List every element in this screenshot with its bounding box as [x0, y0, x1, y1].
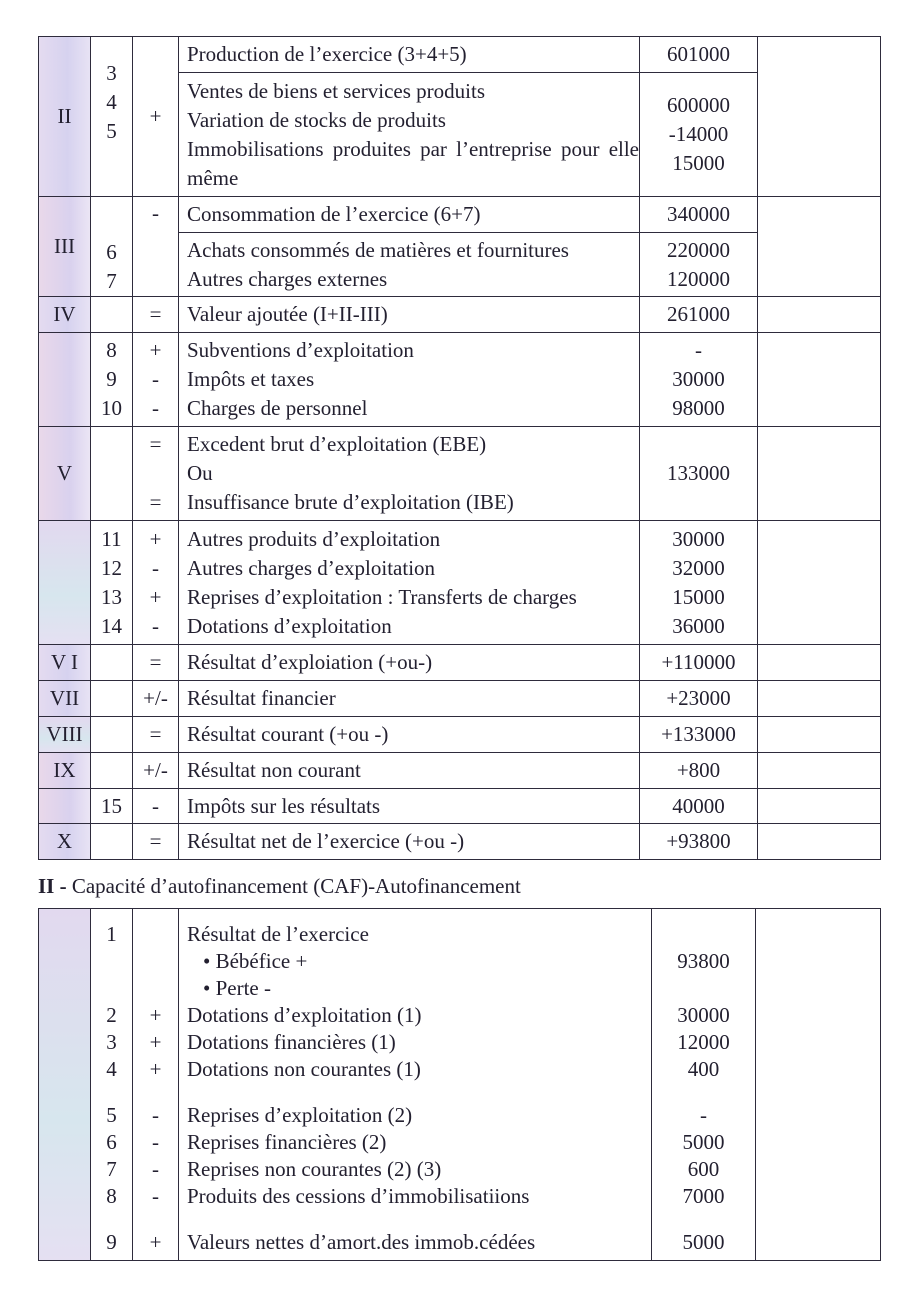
- label-cell: Résultat courant (+ou -): [179, 717, 640, 753]
- label-cell: Consommation de l’exercice (6+7): [179, 197, 640, 233]
- roman-cell: V I: [39, 645, 91, 681]
- sign-cell: -: [133, 789, 179, 824]
- table-row: [39, 427, 881, 521]
- sign-cell: = =: [133, 427, 179, 521]
- value-cell: 220000 120000: [640, 233, 758, 297]
- section-title-text: Capacité d’autofinancement (CAF)-Autofinancement: [71, 874, 521, 898]
- label-cell: Résultat non courant: [179, 753, 640, 789]
- num-cell: [91, 717, 133, 753]
- roman-cell: [39, 789, 91, 824]
- roman-cell: X: [39, 824, 91, 860]
- num-cell: 3 4 5: [91, 37, 133, 197]
- section-heading: [38, 874, 521, 899]
- label-cell: Autres produits d’exploitation Autres charges d’exploitation Reprises d’exploitation : Transferts de charges Dotations d’exploitation: [179, 521, 640, 645]
- table-row: [39, 909, 881, 1261]
- blank-cell: [758, 824, 881, 860]
- label-cell: Ventes de biens et services produits Variation de stocks de produits Immobilisations produites par l’entreprise pour elle même: [179, 73, 640, 197]
- table-row: [39, 297, 881, 333]
- value-cell: 261000: [640, 297, 758, 333]
- sign-cell: +/-: [133, 753, 179, 789]
- table-row: [39, 521, 881, 645]
- num-cell: [91, 753, 133, 789]
- blank-cell: [758, 753, 881, 789]
- table-row: [39, 645, 881, 681]
- roman-cell: [39, 909, 91, 1261]
- blank-cell: [758, 789, 881, 824]
- label-cell: Résultat financier: [179, 681, 640, 717]
- sign-cell: =: [133, 824, 179, 860]
- roman-cell: [39, 521, 91, 645]
- value-cell: 30000 32000 15000 36000: [640, 521, 758, 645]
- table-row: [39, 37, 881, 73]
- income-statement-table: [38, 36, 881, 860]
- blank-cell: [758, 681, 881, 717]
- table-row: [39, 789, 881, 824]
- label-cell: Résultat net de l’exercice (+ou -): [179, 824, 640, 860]
- num-cell: 6 7: [91, 197, 133, 297]
- blank-cell: [758, 297, 881, 333]
- label-cell: Subventions d’exploitation Impôts et taxes Charges de personnel: [179, 333, 640, 427]
- value-cell: 601000: [640, 37, 758, 73]
- roman-cell: VIII: [39, 717, 91, 753]
- blank-cell: [758, 427, 881, 521]
- num-cell: [91, 824, 133, 860]
- sign-cell: + - + -: [133, 521, 179, 645]
- value-cell: 340000: [640, 197, 758, 233]
- section-number: II -: [38, 874, 67, 898]
- table-row: [39, 717, 881, 753]
- label-cell: Résultat de l’exercice • Bébéfice + • Perte - Dotations d’exploitation (1) Dotations financières (1) Dotations non courantes (1) Reprises d’exploitation (2) Reprises financières (2) Reprises non courantes (2) (3) Produits des cessions d’immobilisatiions Valeurs nettes d’amort.des immob.cédées: [179, 909, 652, 1261]
- label-cell: Résultat d’exploiation (+ou-): [179, 645, 640, 681]
- sign-cell: +: [133, 37, 179, 197]
- num-cell: 15: [91, 789, 133, 824]
- num-cell: [91, 645, 133, 681]
- blank-cell: [758, 645, 881, 681]
- sign-cell: + - -: [133, 333, 179, 427]
- sign-cell: =: [133, 297, 179, 333]
- roman-cell: V: [39, 427, 91, 521]
- table-row: [39, 753, 881, 789]
- roman-cell: VII: [39, 681, 91, 717]
- roman-cell: IV: [39, 297, 91, 333]
- sign-cell: +/-: [133, 681, 179, 717]
- num-cell: 1 2 3 4 5 6 7 8 9: [91, 909, 133, 1261]
- blank-cell: [756, 909, 881, 1261]
- value-cell: - 30000 98000: [640, 333, 758, 427]
- num-cell: [91, 427, 133, 521]
- label-cell: Achats consommés de matières et fournitures Autres charges externes: [179, 233, 640, 297]
- blank-cell: [758, 717, 881, 753]
- value-cell: 133000: [640, 427, 758, 521]
- value-cell: +93800: [640, 824, 758, 860]
- value-cell: 600000 -14000 15000: [640, 73, 758, 197]
- roman-cell: [39, 333, 91, 427]
- num-cell: 8 9 10: [91, 333, 133, 427]
- table-row: [39, 333, 881, 427]
- num-cell: [91, 681, 133, 717]
- sign-cell: =: [133, 645, 179, 681]
- num-cell: [91, 297, 133, 333]
- sign-cell: -: [133, 197, 179, 297]
- blank-cell: [758, 521, 881, 645]
- value-cell: +133000: [640, 717, 758, 753]
- table-row: [39, 681, 881, 717]
- blank-cell: [758, 333, 881, 427]
- label-cell: Production de l’exercice (3+4+5): [179, 37, 640, 73]
- sign-cell: + + + - - - - +: [133, 909, 179, 1261]
- value-cell: +110000: [640, 645, 758, 681]
- roman-cell: II: [39, 37, 91, 197]
- sign-cell: =: [133, 717, 179, 753]
- roman-cell: IX: [39, 753, 91, 789]
- value-cell: 93800 30000 12000 400 - 5000 600 7000 5000: [652, 909, 756, 1261]
- table-row: [39, 197, 881, 233]
- label-cell: Valeur ajoutée (I+II-III): [179, 297, 640, 333]
- label-cell: Impôts sur les résultats: [179, 789, 640, 824]
- value-cell: +23000: [640, 681, 758, 717]
- value-cell: 40000: [640, 789, 758, 824]
- label-cell: Excedent brut d’exploitation (EBE) Ou Insuffisance brute d’exploitation (IBE): [179, 427, 640, 521]
- roman-cell: III: [39, 197, 91, 297]
- caf-table: [38, 908, 881, 1261]
- num-cell: 11 12 13 14: [91, 521, 133, 645]
- table-row: [39, 824, 881, 860]
- blank-cell: [758, 197, 881, 297]
- blank-cell: [758, 37, 881, 197]
- value-cell: +800: [640, 753, 758, 789]
